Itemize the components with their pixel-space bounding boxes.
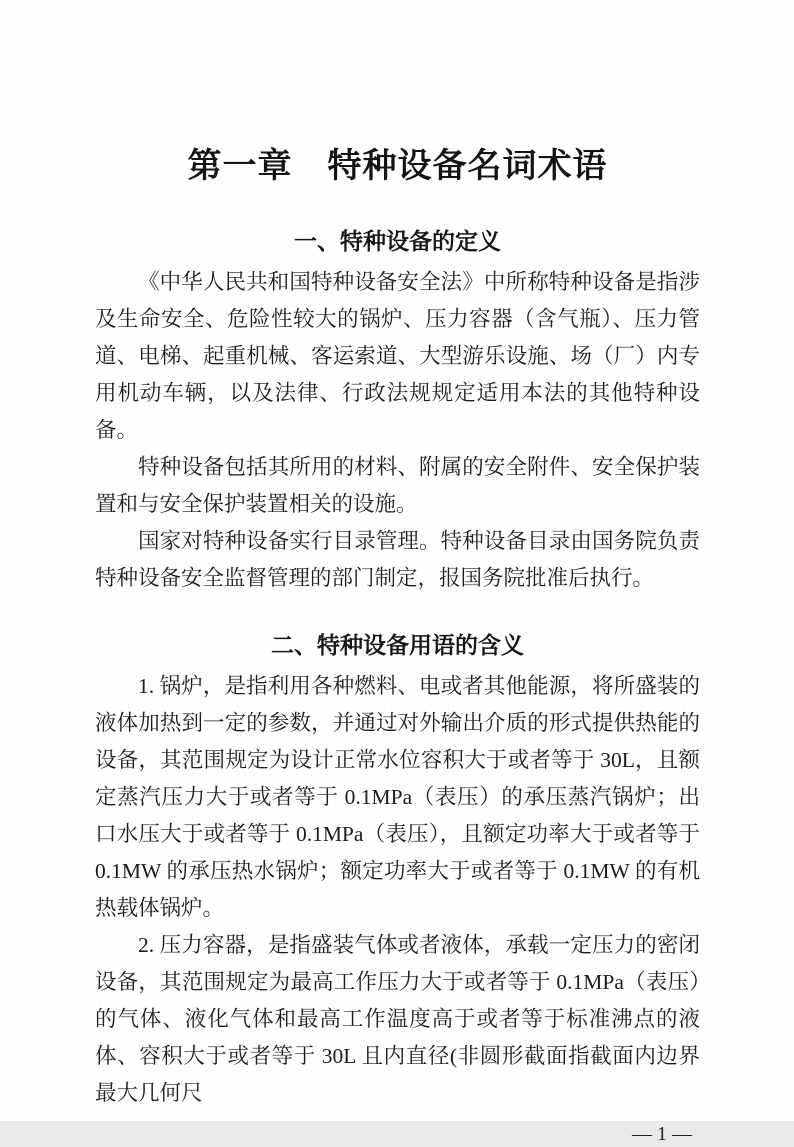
- section-1-paragraph-3: 国家对特种设备实行目录管理。特种设备目录由国务院负责特种设备安全监督管理的部门制定，报国务院批准后执行。: [95, 529, 700, 590]
- page-number: — 1 —: [632, 1123, 692, 1145]
- section-2-paragraph-2: 2. 压力容器，是指盛装气体或者液体，承载一定压力的密闭设备，其范围规定为最高工作压力大于或者等于 0.1MPa（表压）的气体、液化气体和最高工作温度高于或者等于标准沸点的液体、容积大于或者等于 30L 且内直径(非圆形截面指截面内边界最大几何尺: [95, 933, 700, 1105]
- section-1-paragraph-1: 《中华人民共和国特种设备安全法》中所称特种设备是指涉及生命安全、危险性较大的锅炉、压力容器（含气瓶）、压力管道、电梯、起重机械、客运索道、大型游乐设施、场（厂）内专用机动车辆，以及法律、行政法规规定适用本法的其他特种设备。: [95, 270, 700, 442]
- section-2-paragraph-1: 1. 锅炉，是指利用各种燃料、电或者其他能源，将所盛装的液体加热到一定的参数，并通过对外输出介质的形式提供热能的设备，其范围规定为设计正常水位容积大于或者等于 30L，且额定蒸汽压力大于或者等于 0.1MPa（表压）的承压蒸汽锅炉；出口水压大于或者等于 0.1MPa（表压），且额定功率大于或者等于 0.1MW 的承压热水锅炉；额定功率大于或者等于 0.1MW 的有机热载体锅炉。: [95, 674, 700, 920]
- section-1-heading: 一、特种设备的定义: [294, 228, 501, 254]
- section-2-heading: 二、特种设备用语的含义: [271, 632, 524, 658]
- chapter-title: 第一章 特种设备名词术语: [187, 148, 608, 185]
- section-1-paragraph-2: 特种设备包括其所用的材料、附属的安全附件、安全保护装置和与安全保护装置相关的设施。: [95, 455, 700, 516]
- text-block: [95, 0, 700, 1147]
